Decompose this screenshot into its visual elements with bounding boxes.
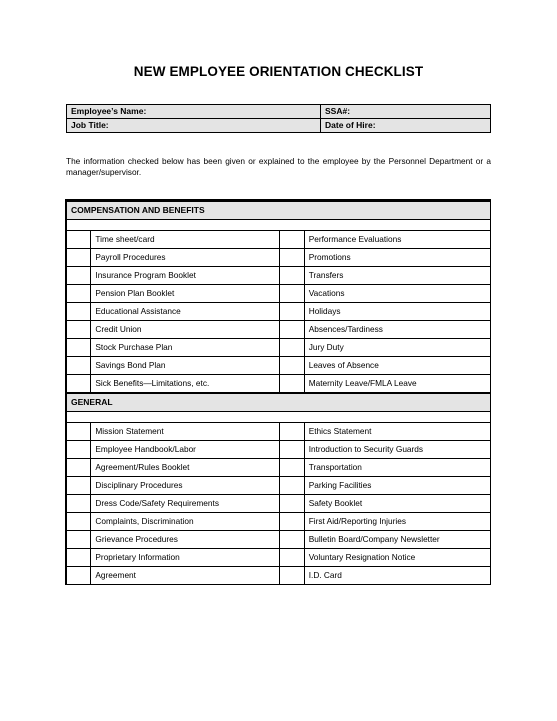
checklist-item-label: Bulletin Board/Company Newsletter: [304, 531, 490, 549]
checkbox[interactable]: [280, 303, 304, 321]
checklist-item-label: Stock Purchase Plan: [91, 339, 280, 357]
checkbox[interactable]: [280, 567, 304, 585]
checkbox[interactable]: [280, 321, 304, 339]
checklist-item-label: Agreement/Rules Booklet: [91, 459, 280, 477]
checkbox[interactable]: [67, 459, 91, 477]
checklist-item-label: Payroll Procedures: [91, 249, 280, 267]
checklist-item-label: Sick Benefits—Limitations, etc.: [91, 375, 280, 394]
checkbox[interactable]: [280, 549, 304, 567]
checkbox[interactable]: [280, 267, 304, 285]
checkbox[interactable]: [280, 285, 304, 303]
checklist-row: [67, 441, 491, 459]
checkbox[interactable]: [280, 531, 304, 549]
checklist-item-label: I.D. Card: [304, 567, 490, 585]
checklist-row: [67, 231, 491, 249]
checkbox[interactable]: [280, 357, 304, 375]
checkbox[interactable]: [67, 531, 91, 549]
checklist-row: [67, 531, 491, 549]
checklist-item-label: Parking Facilities: [304, 477, 490, 495]
checkbox[interactable]: [67, 249, 91, 267]
checklist-item-label: Promotions: [304, 249, 490, 267]
section-header: [67, 393, 491, 412]
checklist-row: [67, 423, 491, 441]
checkbox[interactable]: [67, 231, 91, 249]
checkbox[interactable]: [67, 357, 91, 375]
checkbox[interactable]: [67, 513, 91, 531]
checklist-item-label: Performance Evaluations: [304, 231, 490, 249]
checklist-item-label: Agreement: [91, 567, 280, 585]
checkbox[interactable]: [67, 567, 91, 585]
checklist-row: [67, 567, 491, 585]
employee-info-table: [66, 104, 491, 133]
date-of-hire-field[interactable]: Date of Hire:: [321, 119, 491, 133]
checkbox[interactable]: [280, 249, 304, 267]
orientation-checklist-table: [66, 200, 491, 585]
checklist-item-label: Absences/Tardiness: [304, 321, 490, 339]
info-row: [67, 105, 491, 119]
checkbox[interactable]: [67, 441, 91, 459]
checklist-item-label: Complaints, Discrimination: [91, 513, 280, 531]
checklist-item-label: Ethics Statement: [304, 423, 490, 441]
checkbox[interactable]: [280, 423, 304, 441]
checklist-item-label: Credit Union: [91, 321, 280, 339]
checklist-item-label: Vacations: [304, 285, 490, 303]
section-heading: GENERAL: [67, 393, 491, 412]
checkbox[interactable]: [67, 267, 91, 285]
checkbox[interactable]: [280, 231, 304, 249]
spacer-cell: [67, 412, 491, 423]
checklist-item-label: Pension Plan Booklet: [91, 285, 280, 303]
checklist-item-label: Maternity Leave/FMLA Leave: [304, 375, 490, 394]
checklist-row: [67, 339, 491, 357]
checklist-row: [67, 357, 491, 375]
employee-name-field[interactable]: Employee’s Name:: [67, 105, 321, 119]
checkbox[interactable]: [280, 477, 304, 495]
checklist-row: [67, 459, 491, 477]
page-title: NEW EMPLOYEE ORIENTATION CHECKLIST: [133, 64, 424, 79]
section-header: [67, 201, 491, 220]
checkbox[interactable]: [67, 423, 91, 441]
checklist-item-label: Dress Code/Safety Requirements: [91, 495, 280, 513]
checklist-item-label: Voluntary Resignation Notice: [304, 549, 490, 567]
checklist-row: [67, 249, 491, 267]
checklist-item-label: Disciplinary Procedures: [91, 477, 280, 495]
checklist-item-label: Time sheet/card: [91, 231, 280, 249]
info-row: [67, 119, 491, 133]
checklist-item-label: Savings Bond Plan: [91, 357, 280, 375]
spacer-row: [67, 220, 491, 231]
checkbox[interactable]: [280, 339, 304, 357]
checklist-item-label: Leaves of Absence: [304, 357, 490, 375]
checklist-row: [67, 321, 491, 339]
checkbox[interactable]: [67, 285, 91, 303]
checkbox[interactable]: [280, 459, 304, 477]
checkbox[interactable]: [280, 441, 304, 459]
checklist-item-label: First Aid/Reporting Injuries: [304, 513, 490, 531]
checklist-item-label: Introduction to Security Guards: [304, 441, 490, 459]
spacer-row: [67, 412, 491, 423]
checkbox[interactable]: [67, 321, 91, 339]
checkbox[interactable]: [67, 477, 91, 495]
checkbox[interactable]: [67, 303, 91, 321]
checkbox[interactable]: [67, 495, 91, 513]
checklist-item-label: Insurance Program Booklet: [91, 267, 280, 285]
checklist-item-label: Transportation: [304, 459, 490, 477]
checkbox[interactable]: [67, 375, 91, 394]
checklist-row: [67, 513, 491, 531]
checkbox[interactable]: [67, 339, 91, 357]
checkbox[interactable]: [280, 495, 304, 513]
intro-paragraph: The information checked below has been given or explained to the employee by the Personnel Department or a manager/supervisor.: [66, 156, 491, 177]
spacer-cell: [67, 220, 491, 231]
checklist-item-label: Employee Handbook/Labor: [91, 441, 280, 459]
section-heading: COMPENSATION AND BENEFITS: [67, 201, 491, 220]
checklist-row: [67, 549, 491, 567]
checkbox[interactable]: [280, 375, 304, 394]
checklist-item-label: Mission Statement: [91, 423, 280, 441]
checklist-row: [67, 375, 491, 394]
checkbox[interactable]: [67, 549, 91, 567]
checklist-row: [67, 477, 491, 495]
checklist-row: [67, 267, 491, 285]
job-title-field[interactable]: Job Title:: [67, 119, 321, 133]
checklist-item-label: Grievance Procedures: [91, 531, 280, 549]
checklist-item-label: Safety Booklet: [304, 495, 490, 513]
checklist-item-label: Jury Duty: [304, 339, 490, 357]
checklist-item-label: Holidays: [304, 303, 490, 321]
checklist-row: [67, 303, 491, 321]
checklist-item-label: Proprietary Information: [91, 549, 280, 567]
checklist-item-label: Educational Assistance: [91, 303, 280, 321]
checklist-row: [67, 495, 491, 513]
ssa-field[interactable]: SSA#:: [321, 105, 491, 119]
checklist-row: [67, 285, 491, 303]
checkbox[interactable]: [280, 513, 304, 531]
checklist-item-label: Transfers: [304, 267, 490, 285]
